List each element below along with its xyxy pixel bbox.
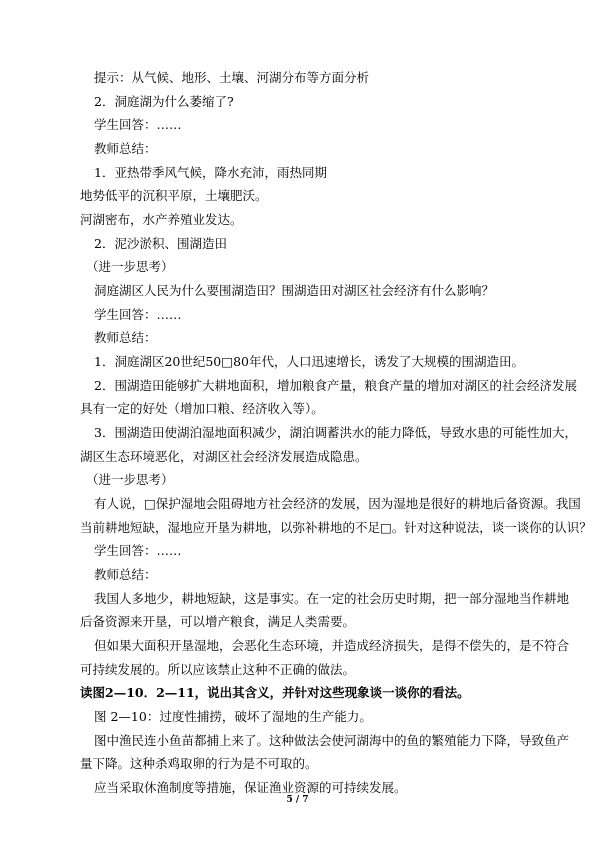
student-answer-label: 学生回答：…… (94, 117, 182, 132)
wetland-summary-paragraph-2-continued: 可持续发展的。所以应该禁止这种不正确的做法。 (80, 662, 356, 677)
figure-2-10-caption: 图 2—10：过度性捕捞，破坏了湿地的生产能力。 (94, 709, 372, 724)
teacher-summary-label: 教师总结： (94, 567, 157, 582)
question-2-heading: 2．洞庭湖为什么萎缩了? (94, 94, 234, 109)
wetland-question-continued: 当前耕地短缺，湿地应开垦为耕地，以弥补耕地的不足□。针对这种说法，谈一谈你的认识？ (80, 520, 592, 535)
wetland-summary-paragraph-2: 但如果大面积开垦湿地，会恶化生态环境，并造成经济损失，是得不偿失的，是不符合 (94, 638, 570, 653)
summary-rivers-line: 河湖密布，水产养殖业发达。 (80, 212, 243, 227)
wetland-question: 有人说，□保护湿地会阻碍地方社会经济的发展，因为湿地是很好的耕地后备资源。我国 (94, 496, 581, 511)
conclusion-point-2: 2．围湖造田能够扩大耕地面积，增加粮食产量，粮食产量的增加对湖区的社会经济发展 (94, 378, 577, 393)
further-thinking-label: （进一步思考） (86, 472, 174, 487)
conclusion-point-2-continued: 具有一定的好处（增加口粮、经济收入等）。 (80, 401, 324, 416)
page-number: 5 / 7 (286, 795, 309, 805)
fish-paragraph-continued: 量下降。这种杀鸡取卵的行为是不可取的。 (80, 756, 318, 771)
conclusion-point-3-continued: 湖区生态环境恶化，对湖区社会经济发展造成隐患。 (80, 449, 368, 464)
summary-terrain-line: 地势低平的沉积平原，土壤肥沃。 (80, 188, 268, 203)
teacher-summary-label: 教师总结： (94, 141, 157, 156)
conclusion-point-1: 1．洞庭湖区20世纪50□80年代，人口迅速增长，诱发了大规模的围湖造田。 (94, 354, 524, 369)
conclusion-point-3: 3．围湖造田使湖泊湿地面积减少，湖泊调蓄洪水的能力降低，导致水患的可能性加大， (94, 425, 577, 440)
fishing-measure-line: 应当采取休渔制度等措施，保证渔业资源的可持续发展。 (94, 780, 407, 795)
further-question: 洞庭湖区人民为什么要围湖造田？围湖造田对湖区社会经济有什么影响？ (94, 283, 495, 298)
summary-point-1: 1．亚热带季风气候，降水充沛，雨热同期 (94, 165, 327, 180)
student-answer-label: 学生回答：…… (94, 307, 182, 322)
fish-paragraph: 图中渔民连小鱼苗都捕上来了。这种做法会使河湖海中的鱼的繁殖能力下降，导致鱼产 (94, 733, 570, 748)
teacher-summary-label: 教师总结： (94, 330, 157, 345)
wetland-summary-paragraph-1-continued: 后备资源来开垦，可以增产粮食，满足人类需要。 (80, 614, 356, 629)
wetland-summary-paragraph-1: 我国人多地少，耕地短缺，这是事实。在一定的社会历史时期，把一部分湿地当作耕地 (94, 591, 570, 606)
student-answer-label: 学生回答：…… (94, 543, 182, 558)
figure-reading-task-heading: 读图2—10．2—11，说出其含义，并针对这些现象谈一谈你的看法。 (80, 685, 470, 700)
further-thinking-label: （进一步思考） (86, 259, 174, 274)
hint-line: 提示：从气候、地形、土壤、河湖分布等方面分析 (94, 70, 370, 85)
summary-point-2: 2．泥沙淤积、围湖造田 (94, 236, 227, 251)
